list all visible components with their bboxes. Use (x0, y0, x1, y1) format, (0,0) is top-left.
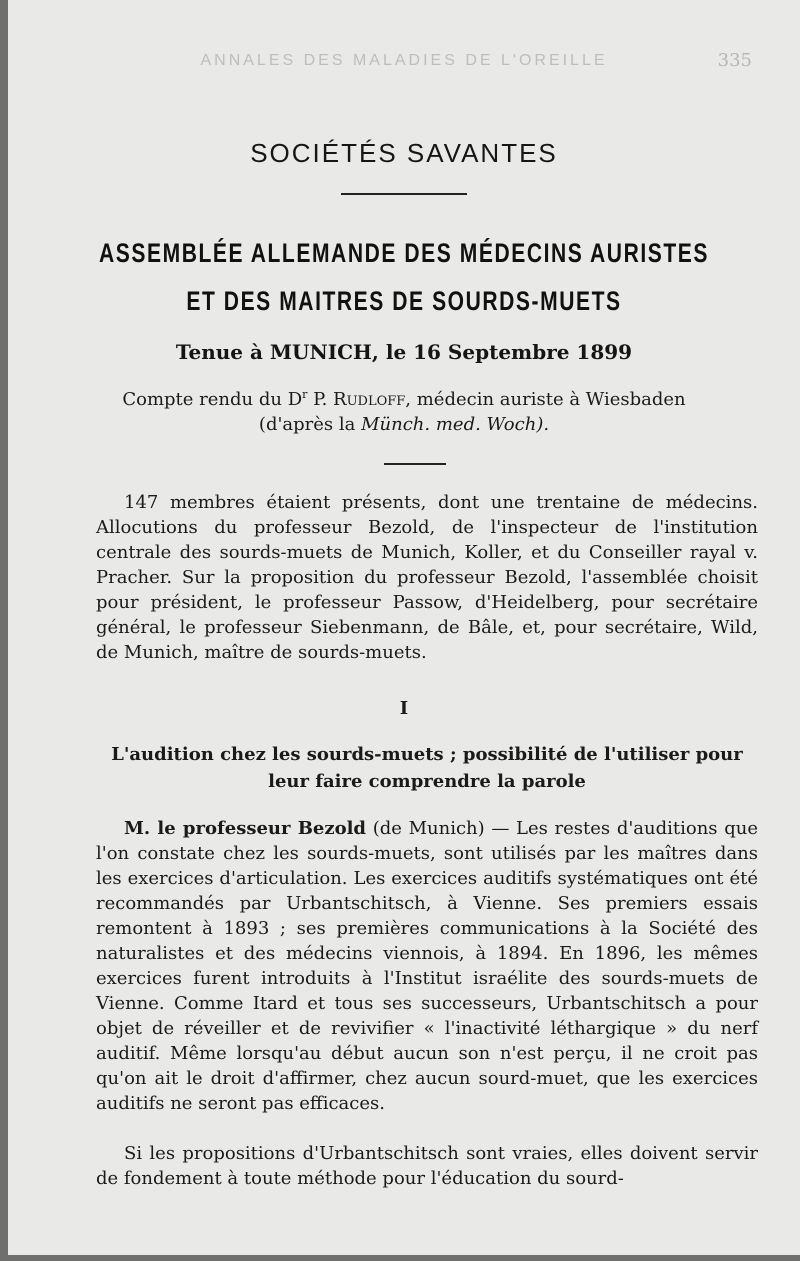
speaker-text: (de Munich) — Les restes d'auditions que l'on constate chez les sourds-muets, sont utilisés par les maîtres dans les exercices d'articulation. Les exercices auditifs systématiques ont été recommandés par Urbantschitsch, à Vienne. Ses premiers essais remontent à 1893 ; ses premières communications à la Société des naturalistes et des médecins viennois, à 1894. En 1896, les mêmes exercices furent introduits à l'Institut israélite des sourds-muets de Vienne. Comme Itard et tous ses successeurs, Urbantschitsch a pour objet de réveiller et de revivifier « l'inactivité léthargique » du nerf auditif. Même lorsqu'au début aucun son n'est perçu, il ne croit pas qu'on ait le droit d'affirmer, chez aucun sourd-muet, que les exercices auditifs ne seront pas efficaces. (96, 818, 758, 1114)
report-line-1 (8, 388, 800, 410)
report-source-prefix: (d'après la (258, 414, 362, 435)
report-author: P. Rudloff (307, 389, 406, 410)
book-page (8, 0, 800, 1255)
section-title: SOCIÉTÉS SAVANTES (250, 138, 558, 168)
running-header: ANNALES DES MALADIES DE L'OREILLE (200, 52, 608, 69)
page-number: 335 (717, 50, 752, 71)
title-line-1: ASSEMBLÉE ALLEMANDE DES MÉDECINS AURISTES (98, 238, 710, 268)
intro-divider (384, 463, 446, 465)
title-line-2: ET DES MAITRES DE SOURDS-MUETS (186, 286, 622, 316)
report-suffix: , médecin auriste à Wiesbaden (405, 389, 686, 410)
report-sup: r (302, 388, 308, 401)
section-divider (341, 193, 467, 195)
report-line-2 (8, 414, 800, 435)
paragraph-text: Si les propositions d'Urbantschitsch sont vraies, elles doivent servir de fondement à toute méthode pour l'éducation du sourd- (96, 1143, 758, 1189)
paragraph-bezold (96, 816, 758, 1116)
meeting-line: Tenue à MUNICH, le 16 Septembre 1899 (175, 340, 633, 364)
report-journal: Münch. med. Woch). (361, 414, 550, 435)
part-subtitle: L'audition chez les sourds-muets ; possibilité de l'utiliser pour leur faire comprendre la parole (111, 744, 743, 792)
speaker-name: M. le professeur Bezold (124, 818, 367, 839)
part-number: I (399, 698, 409, 719)
paragraph-text: 147 membres étaient présents, dont une trentaine de médecins. Allocutions du professeur Bezold, de l'inspecteur de l'institution centrale des sourds-muets de Munich, Koller, et du Conseiller rayal v. Pracher. Sur la proposition du professeur Bezold, l'assemblée choisit pour président, le professeur Passow, d'Heidelberg, pour secrétaire général, le professeur Siebenmann, de Bâle, et, pour secrétaire, Wild, de Munich, maître de sourds-muets. (96, 492, 758, 663)
paragraph-continuation (96, 1141, 758, 1191)
report-prefix: Compte rendu du D (122, 389, 303, 410)
paragraph-attendance (96, 490, 758, 665)
paragraph-text (96, 816, 758, 1116)
